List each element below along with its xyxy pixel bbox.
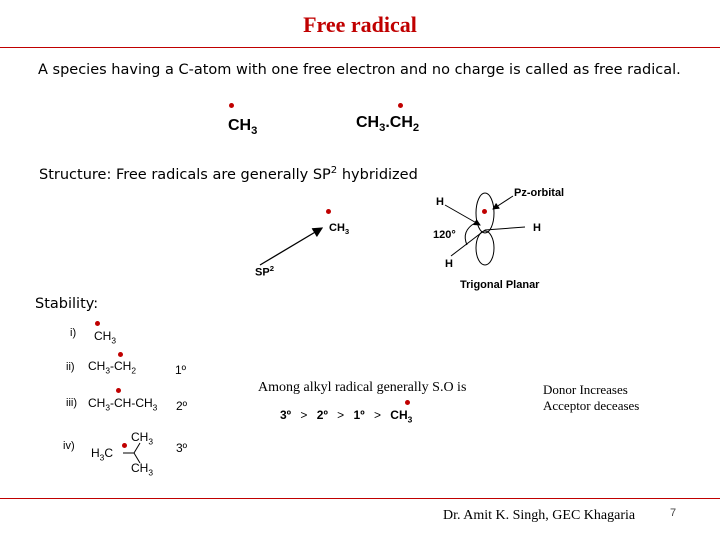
item-number: iv) — [63, 440, 75, 452]
definition-text: A species having a C-atom with one free electron and no charge is called as free radical. — [38, 62, 681, 78]
tbutyl-bottom: $CH_3$ — [131, 461, 154, 478]
stability-label: Stability: — [35, 296, 99, 312]
hydrogen-top: H — [436, 196, 444, 208]
degree-secondary: 2º — [176, 399, 188, 413]
stability-methyl: $CH_3$ — [94, 329, 117, 346]
item-number: iii) — [66, 397, 77, 409]
tbutyl-bonds — [118, 438, 148, 468]
pz-orbital-label: Pz-orbital — [514, 187, 565, 199]
hydrogen-bottom: H — [445, 258, 453, 270]
bond-angle: 120° — [433, 229, 456, 241]
radical-dot — [482, 209, 487, 214]
tbutyl-top: $CH_3$ — [131, 430, 154, 447]
trigonal-planar-caption: Trigonal Planar — [460, 279, 540, 291]
degree-primary: 1º — [175, 363, 187, 377]
donor-text: Donor Increases — [543, 382, 628, 397]
radical-dot — [405, 400, 410, 405]
item-number: ii) — [66, 361, 75, 373]
acceptor-text: Acceptor deceases — [543, 398, 640, 413]
stability-isopropyl: $CH_3-CH-CH_3$ — [88, 396, 158, 413]
hydrogen-right: H — [533, 222, 541, 234]
footer-author: Dr. Amit K. Singh, GEC Khagaria — [443, 508, 636, 523]
structure-methyl: $CH_3$ — [329, 222, 350, 237]
item-number: i) — [70, 327, 77, 339]
radical-dot — [326, 209, 331, 214]
degree-tertiary: 3º — [176, 441, 188, 455]
page-number: 7 — [670, 507, 677, 519]
example-methyl: $CH_3$ — [228, 117, 258, 138]
radical-dot — [118, 352, 123, 357]
structure-text: Structure: Free radicals are generally $SP^2$ hybridized — [39, 165, 418, 183]
radical-dot — [116, 388, 121, 393]
radical-dot — [398, 103, 403, 108]
stability-order: 3º > 2º > 1º > $CH_3$ — [280, 408, 413, 425]
title-divider — [0, 47, 720, 48]
tbutyl-left: $H_3C$ — [91, 446, 114, 463]
stability-ethyl: $CH_3-CH_2$ — [88, 359, 137, 376]
stability-order-heading: Among alkyl radical generally S.O is — [258, 380, 467, 395]
slide-title: Free radical — [303, 12, 417, 37]
example-ethyl: $CH_3.CH_2$ — [356, 114, 420, 135]
sp2-label: $SP^2$ — [255, 264, 274, 279]
footer-divider — [0, 498, 720, 499]
radical-dot — [229, 103, 234, 108]
radical-dot — [95, 321, 100, 326]
